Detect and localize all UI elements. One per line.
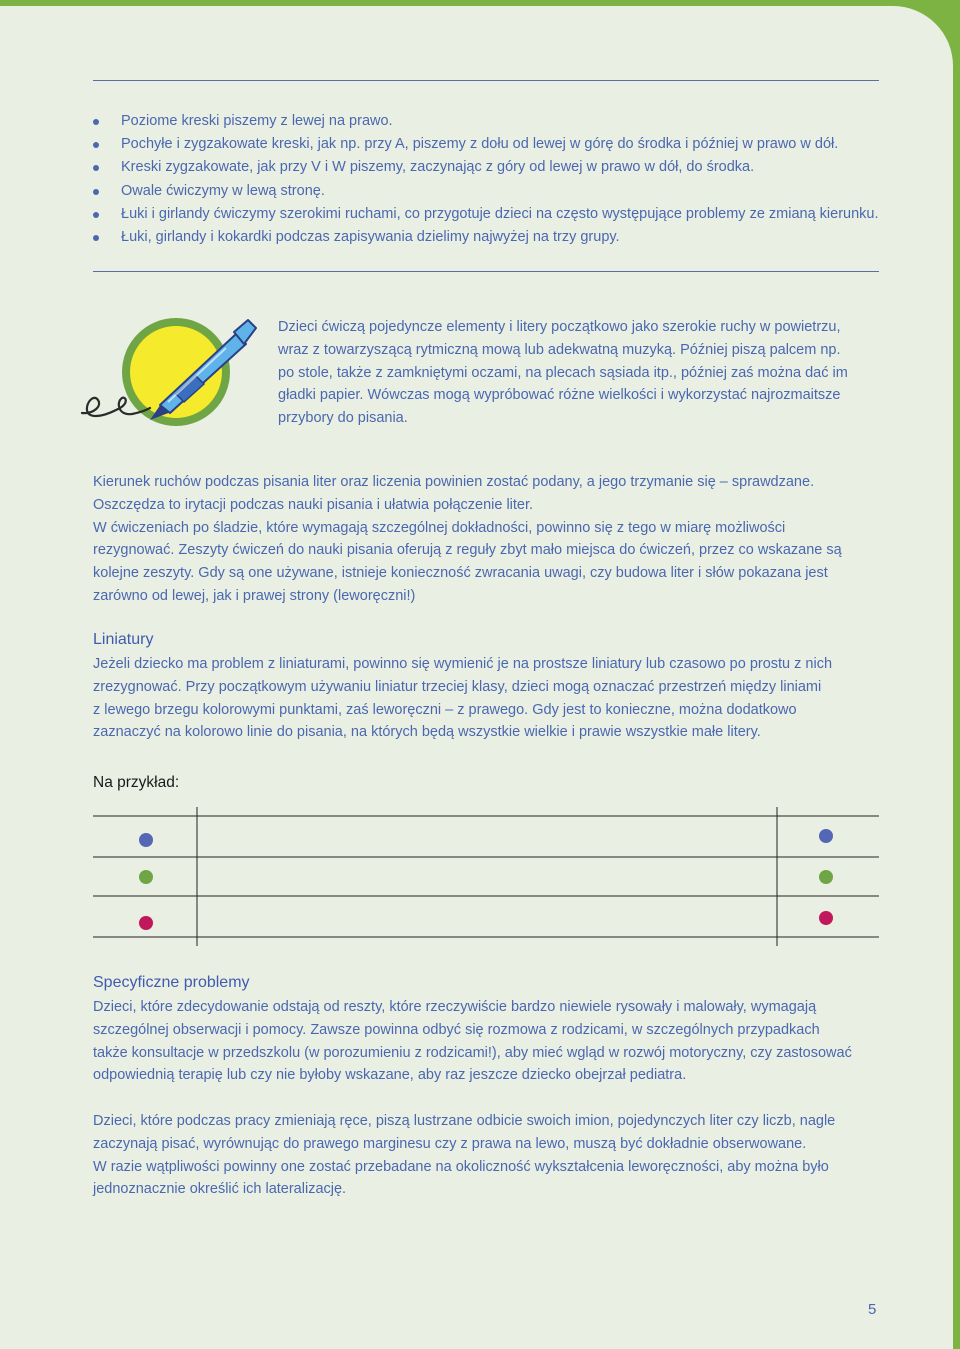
magenta-dot-right-icon [819, 911, 833, 925]
bullet-item: Łuki, girlandy i kokardki podczas zapisywania dzielimy najwyżej na trzy grupy. [93, 226, 879, 249]
writing-lines-example [0, 6, 953, 966]
page [0, 6, 953, 1349]
bullet-item: Poziome kreski piszemy z lewej na prawo. [93, 110, 879, 133]
problems-paragraph-1: Dzieci, które zdecydowanie odstają od reszty, które rzeczywiście bardzo niewiele rysowały i malowały, wymagają szczególnej obserwacji i pomocy. Zawsze powinna odbyć się rozmowa z rodzicami, w szczególnych przypadkach także konsultacje w przedszkolu (w porozumieniu z rodzicami!), aby mieć wgląd w rozwój motoryczny, czy zastosować odpowiednią terapię lub czy nie byłoby wskazane, aby raz jeszcze dziecko obejrzał pediatra. [93, 999, 852, 1084]
liniatury-paragraph: Jeżeli dziecko ma problem z liniaturami, powinno się wymienić je na prostsze liniatury lub czasowo po prostu z nich zrezygnować. Przy początkowym używaniu liniatur trzeciej klasy, dzieci mogą oznaczać przestrzeń między liniami z lewego brzegu kolorowymi punktami, zaś leworęczni – z prawego. Gdy jest to konieczne, można dodatkowo zaznaczyć na kolorowo linie do pisania, na których będą wszystkie wielkie i prawie wszystkie małe litery. [93, 656, 833, 741]
problems-paragraph-2: Dzieci, które podczas pracy zmieniają ręce, piszą lustrzane odbicie swoich imion, pojedynczych liter czy liczb, nagle zaczynają pisać, wyrównując do prawego marginesu czy z prawa na lewo, muszą być dokładnie obserwowane. W razie wątpliwości powinny one zostać przebadane na okoliczność wykształcenia leworęczności, aby można było jednoznacznie określić ich lateralizację. [93, 1113, 836, 1198]
bullet-item: Łuki i girlandy ćwiczymy szerokimi ruchami, co przygotuje dzieci na często występujące problemy ze zmianą kierunku. [93, 203, 879, 226]
example-title: Na przykład: [93, 774, 180, 791]
bullet-item: Kreski zygzakowate, jak przy V i W piszemy, zaczynając z góry od lewej w prawo w dół, do środka. [93, 156, 879, 179]
intro-paragraph: Dzieci ćwiczą pojedyncze elementy i litery początkowo jako szerokie ruchy w powietrzu, wraz z towarzyszącą rytmiczną mową lub adekwatną muzyką. Później piszą palcem np. po stole, także z zamkniętymi oczami, na plecach sąsiada itp., później zaś można dać im gładki papier. Wówczas mogą wypróbować różne wielkości i wykorzystać najrozmaitsze przybory do pisania. [278, 319, 848, 427]
bullet-item: Owale ćwiczymy w lewą stronę. [93, 180, 879, 203]
green-dot-left-icon [139, 870, 153, 884]
section-title-liniatury: Liniatury [93, 631, 154, 648]
green-dot-right-icon [819, 870, 833, 884]
direction-paragraph: Kierunek ruchów podczas pisania liter oraz liczenia powinien zostać podany, a jego trzymanie się – sprawdzane. Oszczędza to irytacji podczas nauki pisania i ułatwia połączenie liter. W ćwiczeniach po śladzie, które wymagają szczególnej dokładności, powinno się z tego w miarę możliwości rezygnować. Zeszyty ćwiczeń do nauki pisania oferują z reguły zbyt mało miejsca do ćwiczeń, przez co wskazane są kolejne zeszyty. Gdy są one używane, istnieje konieczność zwracania uwagi, czy budowa liter i słów pokazana jest zarówno od lewej, jak i prawej strony (leworęczni!) [93, 474, 842, 604]
page-number: 5 [868, 1301, 877, 1318]
magenta-dot-left-icon [139, 916, 153, 930]
section-title-problems: Specyficzne problemy [93, 974, 250, 991]
blue-dot-left-icon [139, 833, 153, 847]
blue-dot-right-icon [819, 829, 833, 843]
bullet-item: Pochyłe i zygzakowate kreski, jak np. przy A, piszemy z dołu od lewej w górę do środka i później w prawo w dół. [93, 133, 879, 156]
